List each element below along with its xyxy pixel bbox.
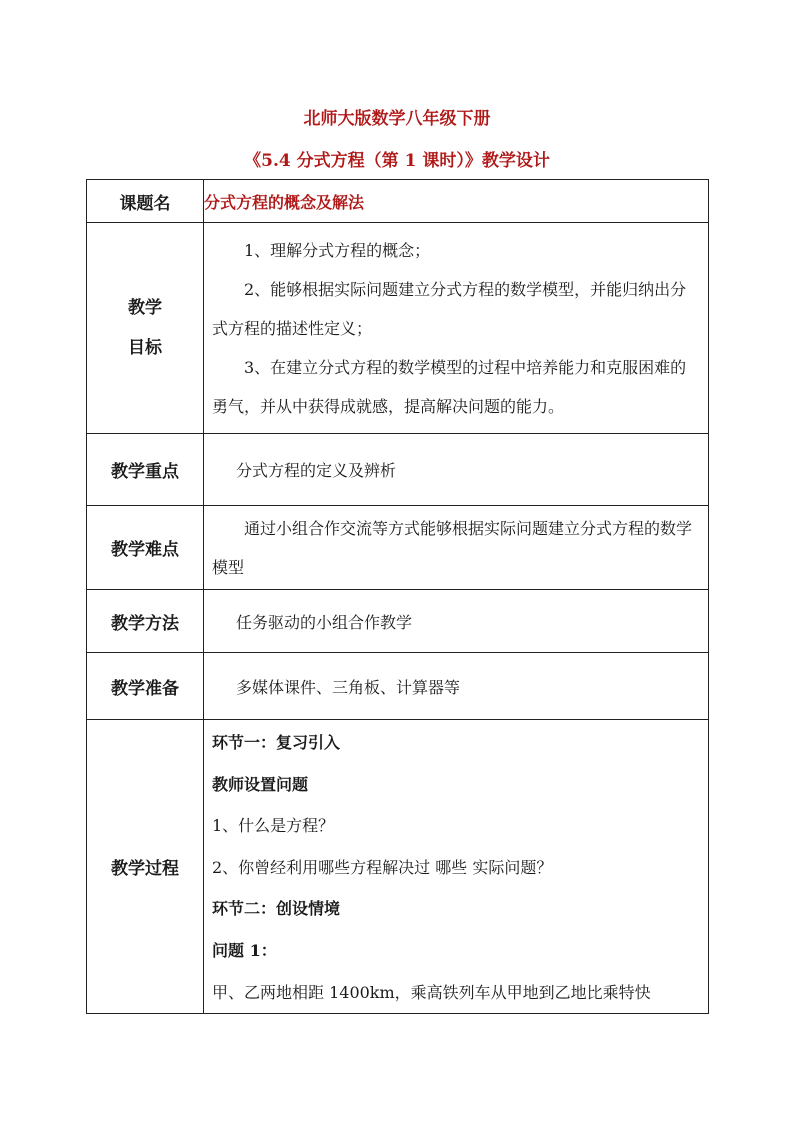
difficulty-content xyxy=(204,506,709,590)
preparation-value: 多媒体课件、三角板、计算器等 xyxy=(204,653,709,720)
preparation-label: 教学准备 xyxy=(87,653,204,720)
process-section-heading: 环节二：创设情境 xyxy=(212,899,341,919)
goal-item: 1、理解分式方程的概念； xyxy=(244,240,431,260)
table-row-process xyxy=(87,720,709,1014)
goals-label-line1: 教学 xyxy=(128,298,162,318)
process-subheading: 教师设置问题 xyxy=(212,774,309,794)
topic-label: 课题名 xyxy=(87,180,204,223)
topic-value: 分式方程的概念及解法 xyxy=(204,180,709,223)
method-value: 任务驱动的小组合作教学 xyxy=(204,590,709,653)
process-section-heading: 环节一：复习引入 xyxy=(212,733,341,752)
lesson-plan-table xyxy=(86,179,709,1014)
table-row-goals xyxy=(87,223,709,434)
table-row-preparation xyxy=(87,653,709,720)
process-line: 2、你曾经利用哪些方程解决过 哪些 实际问题？ xyxy=(212,857,553,877)
goal-item: 2、能够根据实际问题建立分式方程的数学模型，并能归纳出分式方程的描述性定义； xyxy=(212,279,687,338)
goals-label xyxy=(87,223,204,434)
process-line: 甲、乙两地相距 1400km，乘高铁列车从甲地到乙地比乘特快 xyxy=(212,982,651,1002)
process-label: 教学过程 xyxy=(87,720,204,1014)
process-content xyxy=(204,720,709,1014)
key-point-label: 教学重点 xyxy=(87,434,204,506)
goals-content xyxy=(204,223,709,434)
goal-item: 3、在建立分式方程的数学模型的过程中培养能力和克服困难的勇气，并从中获得成就感，提高解决问题的能力。 xyxy=(212,357,687,416)
goals-label-line2: 目标 xyxy=(128,338,162,358)
difficulty-value: 通过小组合作交流等方式能够根据实际问题建立分式方程的数学模型 xyxy=(212,518,693,577)
key-point-value: 分式方程的定义及辨析 xyxy=(204,434,709,506)
method-label: 教学方法 xyxy=(87,590,204,653)
table-row-method xyxy=(87,590,709,653)
process-line: 1、什么是方程？ xyxy=(212,816,335,836)
document-title: 北师大版数学八年级下册 xyxy=(303,109,491,129)
table-row-difficulty xyxy=(87,506,709,590)
process-subheading: 问题 1： xyxy=(212,940,277,960)
table-row-key-point xyxy=(87,434,709,506)
table-row-topic xyxy=(87,180,709,223)
document-subtitle: 《5.4 分式方程（第 1 课时）》教学设计 xyxy=(244,151,550,171)
difficulty-label: 教学难点 xyxy=(87,506,204,590)
